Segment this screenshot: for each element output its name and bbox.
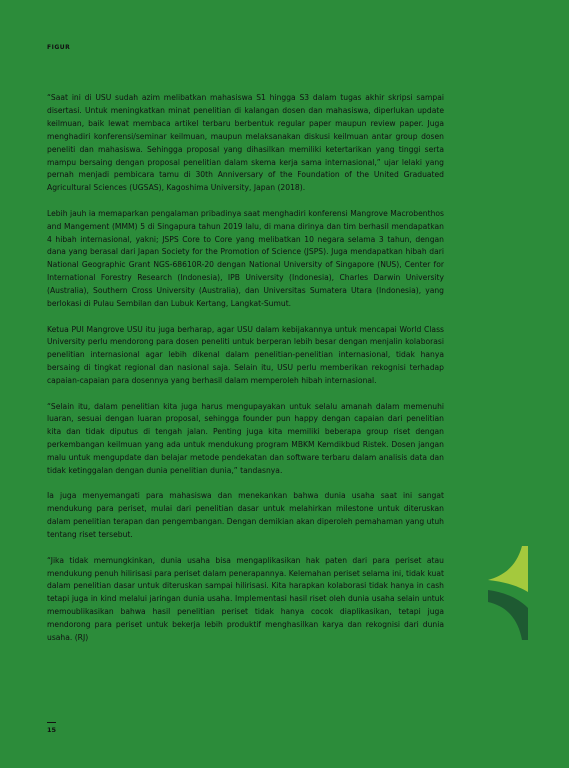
paragraph-3: Ketua PUI Mangrove USU itu juga berharap, agar USU dalam kebijakannya untuk mencapai World Class University perlu mendorong para dosen peneliti untuk berperan lebih besar dengan menjalin kolaborasi penelitian internasional agar lebih dikenal dalam penelitian-penelitian internasional, tidak hanya bersaing di tingkat regional dan nasional saja. Selain itu, USU perlu memberikan rekognisi terhadap capaian-capaian para dosennya yang berhasil dalam memperoleh hibah internasional. (47, 324, 444, 386)
paragraph-2: Lebih jauh ia memaparkan pengalaman pribadinya saat menghadiri konferensi Mangrove Macrobenthos and Mangement (MMM) 5 di Singapura tahun 2019 lalu, di mana dirinya dan tim berhasil mendapatkan 4 hibah internasional, yakni; JSPS Core to Core yang melibatkan 10 negara selama 3 tahun, dengan dana yang berasal dari Japan Society for the Promotion of Science (JSPS). Juga mendapatkan hibah dari National Geographic Grant NGS-68610R-20 dengan National University of Singapore (NUS), Center for International Forestry Research (Indonesia), IPB University (Indonesia), Charles Darwin University (Australia), Southern Cross University (Australia), dan Universitas Sumatera Utara (Indonesia), yang berlokasi di Pulau Sembilan dan Lubuk Kertang, Langkat-Sumut. (47, 208, 444, 309)
section-label: FIGUR (47, 44, 71, 51)
decorative-light-green-shape (488, 546, 528, 592)
article-body (47, 92, 444, 657)
page-number-rule (47, 722, 56, 723)
paragraph-1: “Saat ini di USU sudah azim melibatkan mahasiswa S1 hingga S3 dalam tugas akhir skripsi sampai disertasi. Untuk meningkatkan minat penelitian di kalangan dosen dan mahasiswa, diperlukan update keilmuan, baik lewat membaca artikel terbaru berbentuk regular paper maupun review paper. Juga menghadiri konferensi/seminar keilmuan, maupun melaksanakan diskusi keilmuan antar group dosen peneliti dan mahasiswa. Sehingga proposal yang dihasilkan memiliki ketertarikan yang tinggi serta mampu bersaing dengan proposal penelitian dalam skema kerja sama internasional,” ujar lelaki yang pernah menjadi pembicara tamu di 30th Anniversary of the Foundation of the United Graduated Agricultural Sciences (UGSAS), Kagoshima University, Japan (2018). (47, 93, 444, 193)
page-number: 15 (47, 726, 57, 734)
paragraph-4: “Selain itu, dalam penelitian kita juga harus mengupayakan untuk selalu amanah dalam memenuhi luaran, sesuai dengan luaran proposal, sehingga founder pun happy dengan capaian dari penelitian kita dan tidak diputus di tengah jalan. Penting juga kita memiliki beberapa group riset dengan perkembangan keilmuan yang ada untuk mendukung program MBKM Kemdikbud Ristek. Dosen jangan malu untuk mengupdate dan belajar metode pendekatan dan software terbaru dalam analisis data dan tidak ketinggalan dengan dunia penelitian dunia,” tandasnya. (47, 401, 444, 476)
decorative-dark-green-shape (488, 590, 528, 640)
decorative-logo-shape (488, 546, 528, 640)
paragraph-6: “Jika tidak memungkinkan, dunia usaha bisa mengaplikasikan hak paten dari para periset atau mendukung penuh hilirisasi para periset dalam penerapannya. Kelemahan periset selama ini, tidak kuat dalam penelitian dasar untuk diteruskan sampai hilirisasi. Kita harapkan kolaborasi tidak hanya in cash tetapi juga in kind melalui jaringan dunia usaha. Implementasi hasil riset oleh dunia usaha selain untuk memoublikasikan bahwa hasil penelitian periset tidak hanya cocok diaplikasikan, tetapi juga mendorong para periset untuk bekerja lebih produktif menghasilkan karya dan rekognisi dari dunia usaha. (RJ) (47, 555, 444, 643)
paragraph-5: Ia juga menyemangati para mahasiswa dan menekankan bahwa dunia usaha saat ini sangat mendukung para periset, mulai dari penelitian dasar untuk melahirkan milestone untuk diteruskan dalam penelitian terapan dan pengembangan. Dengan demikian akan diperoleh pemahaman yang utuh tentang riset tersebut. (47, 491, 444, 540)
